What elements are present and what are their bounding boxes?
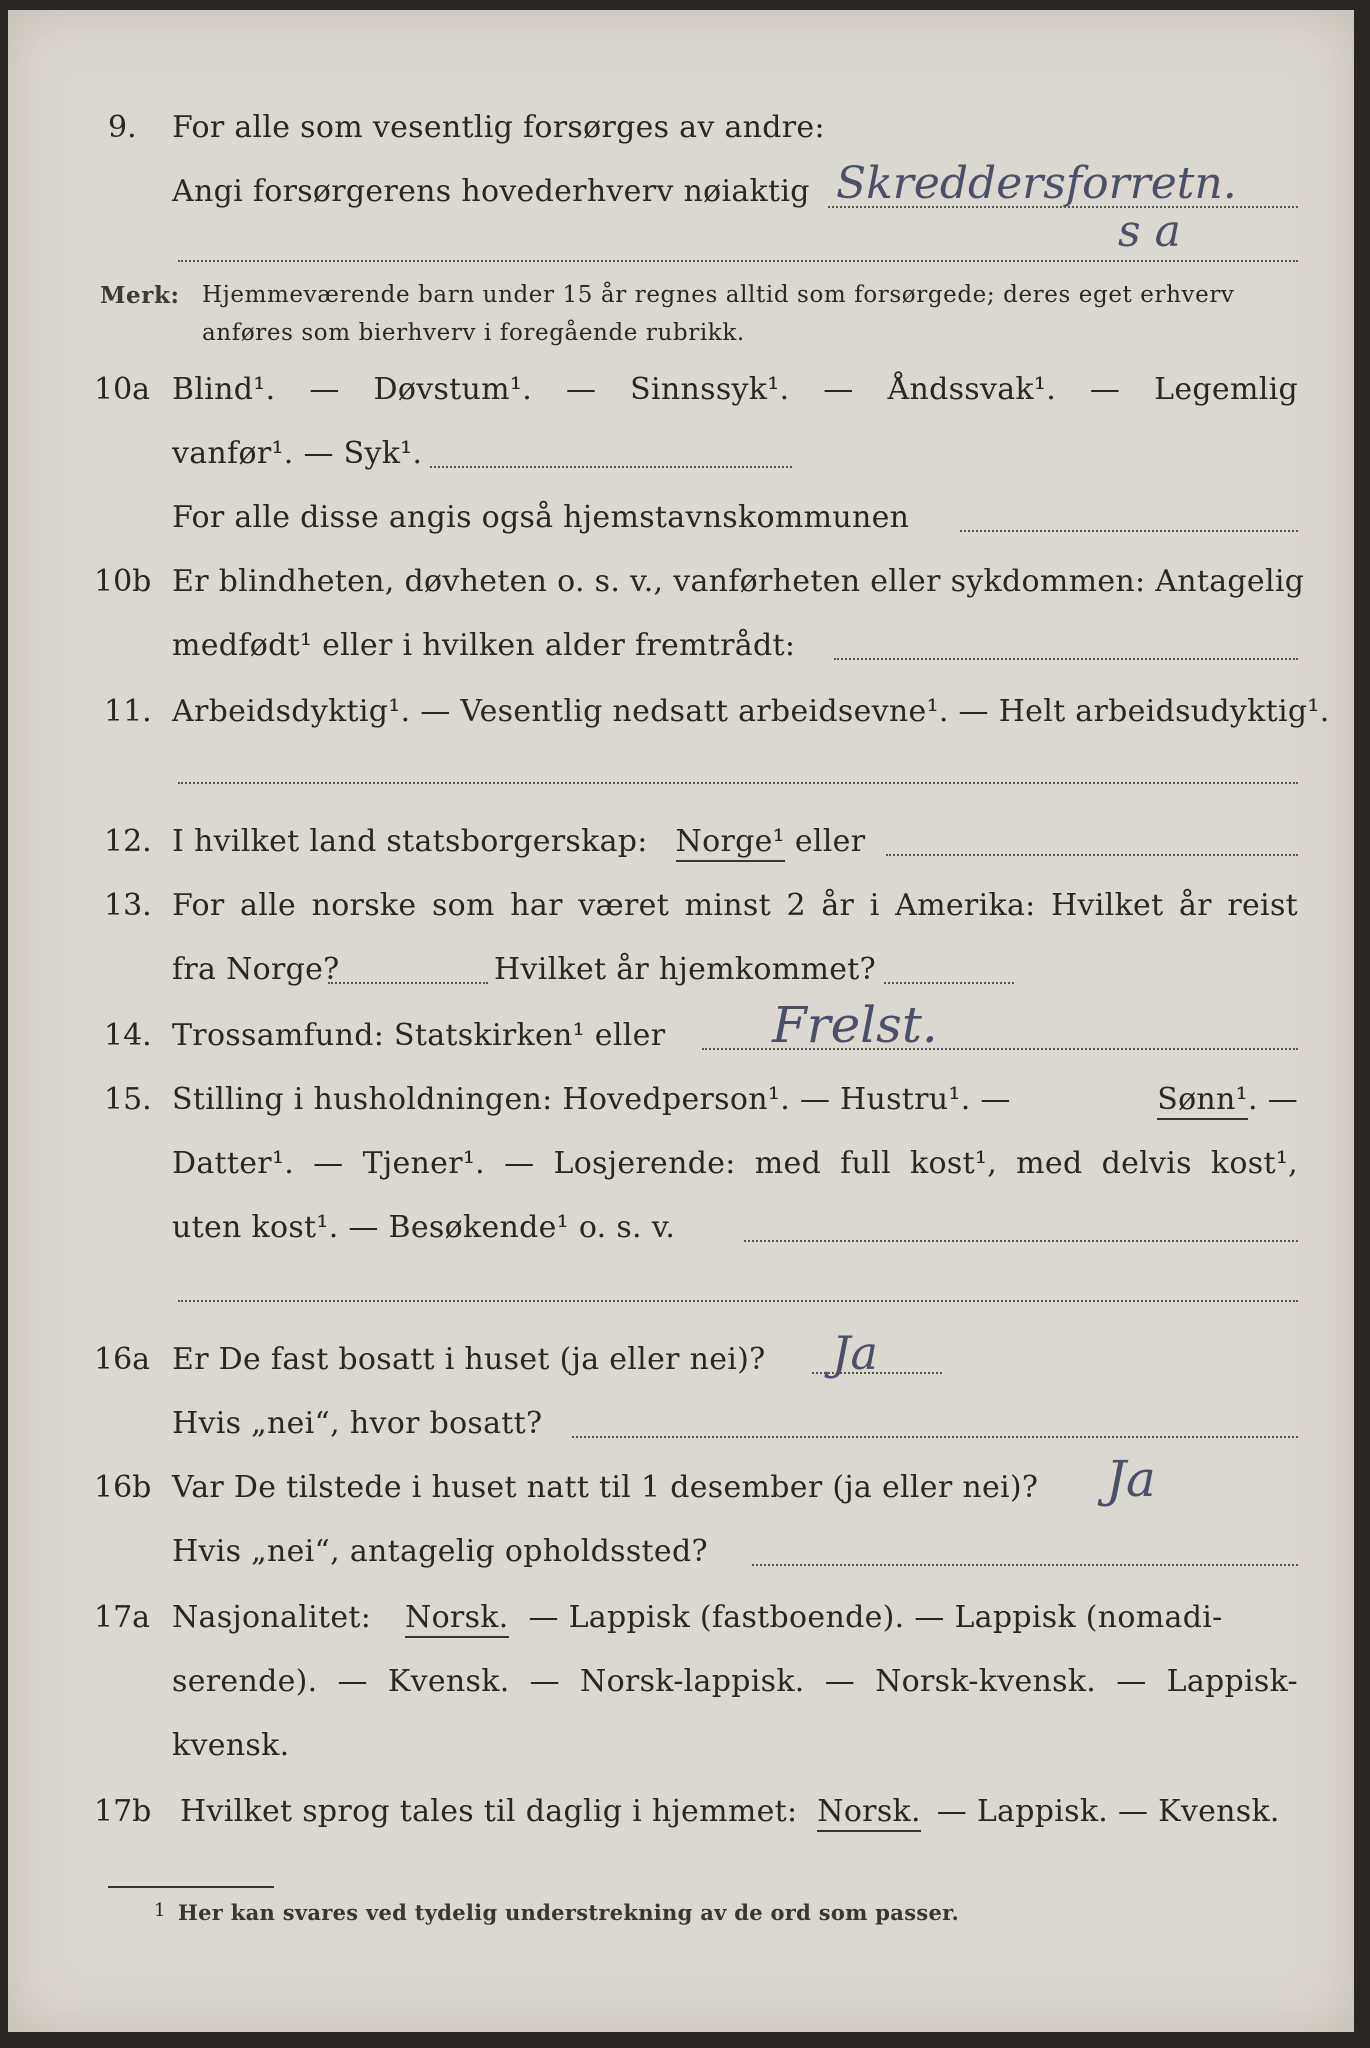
q14-handwritten-answer: Frelst. (772, 996, 938, 1054)
q10b-line1: Er blindheten, døvheten o. s. v., vanførheten eller sykdommen: Antagelig (172, 564, 1305, 599)
q17b-line (180, 1794, 1298, 1829)
q13-reist-line (328, 982, 488, 984)
q15-line3: uten kost¹. — Besøkende¹ o. s. v. (172, 1210, 676, 1245)
q15-extra-line (178, 1300, 1298, 1302)
q9-extra-line (178, 260, 1298, 262)
q11-answer-line (178, 782, 1298, 784)
footnote-mark: 1 (154, 1900, 166, 1921)
q13-number: 13. (104, 888, 152, 923)
q16b-handwritten-answer: Ja (1106, 1450, 1156, 1508)
q12-number: 12. (104, 824, 152, 859)
q12-suffix: eller (794, 824, 866, 859)
q11-line1: Arbeidsdyktig¹. — Vesentlig nedsatt arbeidsevne¹. — Helt arbeidsudyktig¹. (172, 694, 1330, 729)
q16b-line1: Var De tilstede i huset natt til 1 desember (ja eller nei)? (172, 1470, 1039, 1505)
q9-line1: For alle som vesentlig forsørges av andre: (172, 110, 825, 145)
q15-line2: Datter¹. — Tjener¹. — Losjerende: med full kost¹, med delvis kost¹, (172, 1146, 1298, 1181)
q9-handwritten-answer: Skreddersforretn. (836, 158, 1237, 209)
q9-number: 9. (108, 110, 137, 145)
q16b-line2: Hvis „nei“, antagelig opholdssted? (172, 1534, 708, 1569)
q12-prefix: I hvilket land statsborgerskap: (172, 824, 648, 859)
q10b-line2: medfødt¹ eller i hvilken alder fremtrådt: (172, 628, 796, 663)
q16a-number: 16a (94, 1342, 151, 1377)
q15-line1 (172, 1082, 1298, 1117)
q15-line1a: Stilling i husholdningen: Hovedperson¹. — Hustru¹. — (172, 1082, 1011, 1117)
q17a-line2: serende). — Kvensk. — Norsk-lappisk. — Norsk-kvensk. — Lappisk- (172, 1664, 1298, 1699)
q10a-number: 10a (94, 372, 151, 407)
q17a-label: Nasjonalitet: (172, 1600, 372, 1635)
footnote-rule (108, 1886, 274, 1888)
q14-number: 14. (104, 1018, 152, 1053)
q15-number: 15. (104, 1082, 152, 1117)
q14-line: Trossamfund: Statskirken¹ eller (172, 1018, 666, 1053)
q9-handwritten-sa: s a (1118, 206, 1181, 257)
q16a-bosatt-line (572, 1436, 1298, 1438)
q17a-line1 (172, 1600, 1298, 1635)
q10a-line1: Blind¹. — Døvstum¹. — Sinnssyk¹. — Åndssvak¹. — Legemlig (172, 372, 1298, 407)
q13-line2a: fra Norge? (172, 952, 340, 987)
q11-number: 11. (104, 694, 152, 729)
q17a-norsk-underlined: Norsk. (405, 1600, 509, 1638)
q17a-number: 17a (94, 1600, 151, 1635)
q16a-line1: Er De fast bosatt i huset (ja eller nei)? (172, 1342, 766, 1377)
q9-line2: Angi forsørgerens hovederhverv nøiaktig (172, 174, 810, 209)
q13-line2b: Hvilket år hjemkommet? (494, 952, 877, 987)
q10b-answer-line (834, 658, 1298, 660)
q17a-line1-rest: — Lappisk (fastboende). — Lappisk (nomadi- (528, 1600, 1223, 1635)
q10a-line2: vanfør¹. — Syk¹. (172, 436, 423, 471)
q12-norge-underlined: Norge¹ (676, 824, 785, 862)
q15-line1b: . — (1248, 1082, 1298, 1117)
form-page (8, 10, 1354, 2032)
merk-label: Merk: (100, 282, 180, 309)
q13-line1: For alle norske som har været minst 2 år i Amerika: Hvilket år reist (172, 888, 1298, 923)
q10a-kommune-line (960, 530, 1298, 532)
q16b-number: 16b (94, 1470, 152, 1505)
q10a-syk-line (430, 466, 792, 468)
q10a-line3: For alle disse angis også hjemstavnskommunen (172, 500, 910, 535)
q15-answer-line (744, 1240, 1298, 1242)
q10b-number: 10b (94, 564, 152, 599)
q15-sonn-underlined: Sønn¹ (1157, 1082, 1248, 1120)
merk-line1: Hjemmeværende barn under 15 år regnes alltid som forsørgede; deres eget erhverv (202, 282, 1235, 308)
q16b-opholdssted-line (752, 1564, 1298, 1566)
q16a-line2: Hvis „nei“, hvor bosatt? (172, 1406, 543, 1441)
q12-answer-line (886, 854, 1298, 856)
q16a-handwritten-answer: Ja (832, 1326, 878, 1380)
q17a-line3: kvensk. (172, 1728, 290, 1763)
merk-line2: anføres som bierhverv i foregående rubrikk. (202, 320, 745, 346)
q12-line (172, 824, 865, 859)
q17b-prefix: Hvilket sprog tales til daglig i hjemmet: (180, 1794, 798, 1829)
q17b-number: 17b (94, 1794, 152, 1829)
q17b-norsk-underlined: Norsk. (817, 1794, 921, 1832)
footnote-text: Her kan svares ved tydelig understrekning av de ord som passer. (178, 1900, 960, 1925)
q17b-suffix: — Lappisk. — Kvensk. (936, 1794, 1280, 1829)
q13-hjem-line (884, 982, 1014, 984)
